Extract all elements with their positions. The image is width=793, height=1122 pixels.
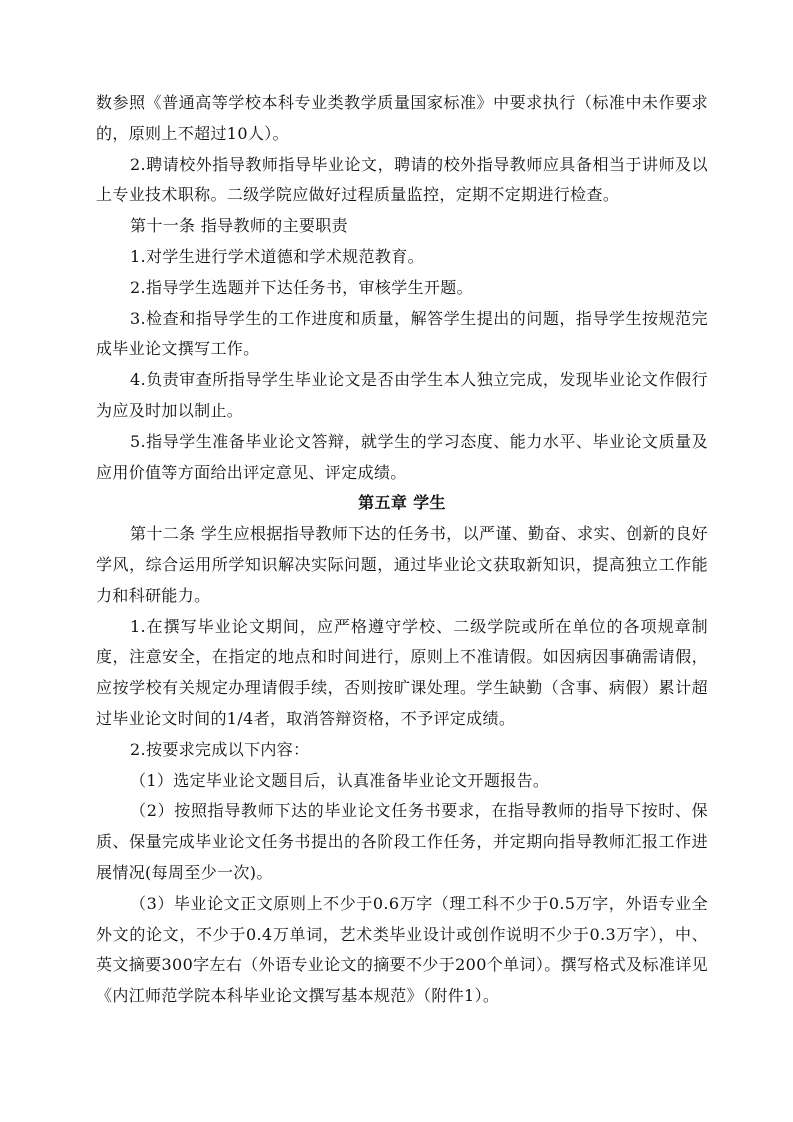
- article-11-heading: 第十一条 指导教师的主要职责: [130, 216, 348, 236]
- content-item-1: （1）选定毕业论文题目后，认真准备毕业论文开题报告。: [130, 770, 550, 790]
- student-rule-2: 2.按要求完成以下内容：: [130, 739, 310, 759]
- document-page: [96, 88, 708, 1012]
- content-item-2: （2）按照指导教师下达的毕业论文任务书要求，在指导教师的指导下按时、保质、保量完成毕业论文任务书提出的各阶段工作任务，并定期向指导教师汇报工作进展情况(每周至少一次)。: [96, 801, 708, 882]
- content-item-3: （3）毕业论文正文原则上不少于0.6万字（理工科不少于0.5万字，外语专业全外文的论文，不少于0.4万单词，艺术类毕业设计或创作说明不少于0.3万字），中、英文摘要300字左右（外语专业论文的摘要不少于200个单词）。撰写格式及标准详见《内江师范学院本科毕业论文撰写基本规范》（附件1）。: [96, 893, 708, 1006]
- duty-item-4: 4.负责审查所指导学生毕业论文是否由学生本人独立完成，发现毕业论文作假行为应及时加以制止。: [96, 370, 708, 420]
- duty-item-2: 2.指导学生选题并下达任务书，审核学生开题。: [130, 277, 473, 297]
- student-rule-1: 1.在撰写毕业论文期间，应严格遵守学校、二级学院或所在单位的各项规章制度，注意安全，在指定的地点和时间进行，原则上不准请假。如因病因事确需请假，应按学校有关规定办理请假手续，否则按旷课处理。学生缺勤（含事、病假）累计超过毕业论文时间的1/4者，取消答辩资格，不予评定成绩。: [96, 616, 708, 728]
- chapter-title: 第五章 学生: [358, 493, 446, 513]
- article-12: 第十二条 学生应根据指导教师下达的任务书，以严谨、勤奋、求实、创新的良好学风，综合运用所学知识解决实际问题，通过毕业论文获取新知识，提高独立工作能力和科研能力。: [96, 524, 708, 605]
- paragraph-external-advisor: 2.聘请校外指导教师指导毕业论文，聘请的校外指导教师应具备相当于讲师及以上专业技术职称。二级学院应做好过程质量监控，定期不定期进行检查。: [96, 154, 708, 205]
- paragraph-continuation: 数参照《普通高等学校本科专业类教学质量国家标准》中要求执行（标准中未作要求的，原则上不超过10人）。: [96, 93, 708, 143]
- duty-item-1: 1.对学生进行学术道德和学术规范教育。: [130, 246, 424, 266]
- duty-item-5: 5.指导学生准备毕业论文答辩，就学生的学习态度、能力水平、毕业论文质量及应用价值等方面给出评定意见、评定成绩。: [96, 431, 708, 482]
- duty-item-3: 3.检查和指导学生的工作进度和质量，解答学生提出的问题，指导学生按规范完成毕业论文撰写工作。: [96, 308, 708, 359]
